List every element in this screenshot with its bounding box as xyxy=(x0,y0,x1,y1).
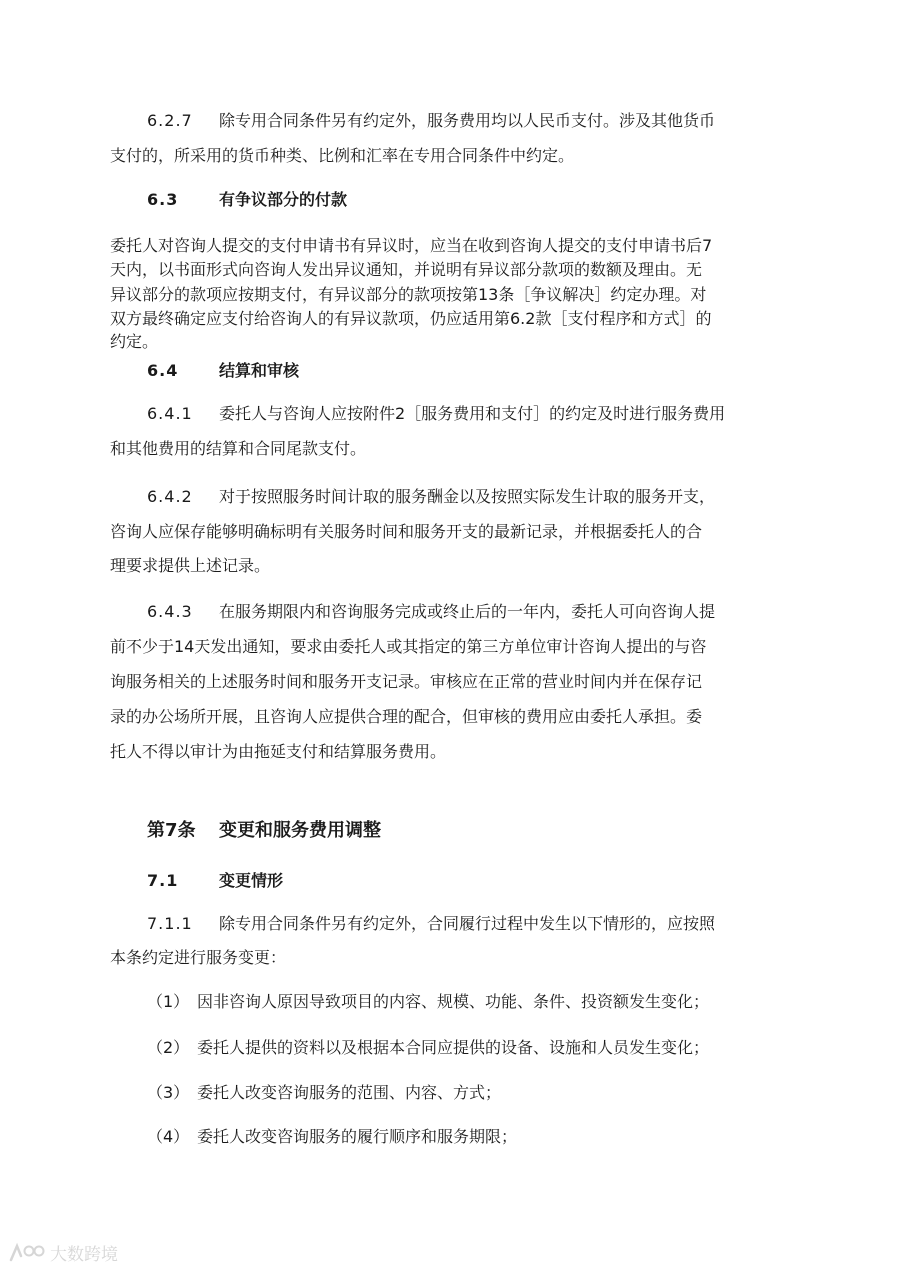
sec-64-title: 结算和审核 xyxy=(219,361,300,380)
sec-643-line5: 托人不得以审计为由拖延支付和结算服务费用。 xyxy=(110,742,447,761)
sec-711-text: 除专用合同条件另有约定外，合同履行过程中发生以下情形的，应按照 xyxy=(219,914,716,933)
sec-641-number: 6.4.1 xyxy=(147,404,193,423)
sec-63-title: 有争议部分的付款 xyxy=(219,190,348,209)
article-7-heading xyxy=(147,819,381,843)
sec-643-line3: 询服务相关的上述服务时间和服务开支记录。审核应在正常的营业时间内并在保存记 xyxy=(110,672,703,691)
sec-63-line1: 委托人对咨询人提交的支付申请书有异议时，应当在收到咨询人提交的支付申请书后7 xyxy=(110,236,713,255)
sec-711-line1 xyxy=(147,912,715,936)
watermark xyxy=(8,1240,118,1265)
list-item xyxy=(147,1081,501,1105)
sec-63-line5: 约定。 xyxy=(110,332,159,351)
list-item xyxy=(147,990,709,1014)
list-item-number: （4） xyxy=(147,1127,190,1146)
sec-627-line1 xyxy=(147,109,715,133)
sec-643-line2: 前不少于14天发出通知，要求由委托人或其指定的第三方单位审计咨询人提出的与咨 xyxy=(110,637,707,656)
article-7-number: 第7条 xyxy=(147,820,196,841)
sec-642-text: 对于按照服务时间计取的服务酬金以及按照实际发生计取的服务开支， xyxy=(219,487,716,506)
list-item-text: 委托人提供的资料以及根据本合同应提供的设备、设施和人员发生变化； xyxy=(197,1038,710,1057)
sec-627-line2: 支付的，所采用的货币种类、比例和汇率在专用合同条件中约定。 xyxy=(110,146,575,165)
sec-64-number: 6.4 xyxy=(147,361,179,380)
sec-63-number: 6.3 xyxy=(147,190,179,209)
list-item-text: 委托人改变咨询服务的履行顺序和服务期限； xyxy=(197,1127,518,1146)
sec-643-line4: 录的办公场所开展，且咨询人应提供合理的配合，但审核的费用应由委托人承担。委 xyxy=(110,707,703,726)
sec-642-number: 6.4.2 xyxy=(147,487,193,506)
sec-63-line3: 异议部分的款项应按期支付，有异议部分的款项按第13条［争议解决］约定办理。对 xyxy=(110,285,707,304)
sec-71-number: 7.1 xyxy=(147,871,179,890)
watermark-text: 大数跨境 xyxy=(50,1245,118,1265)
list-item-number: （1） xyxy=(147,992,190,1011)
sec-642-line2: 咨询人应保存能够明确标明有关服务时间和服务开支的最新记录，并根据委托人的合 xyxy=(110,522,703,541)
brand-logo-icon xyxy=(8,1242,46,1264)
sec-627-text: 除专用合同条件另有约定外，服务费用均以人民币支付。涉及其他货币 xyxy=(219,111,716,130)
sec-711-line2: 本条约定进行服务变更： xyxy=(110,948,287,967)
sec-71-heading xyxy=(147,869,283,893)
sec-642-line3: 理要求提供上述记录。 xyxy=(110,556,271,575)
list-item-number: （2） xyxy=(147,1038,190,1057)
list-item xyxy=(147,1125,517,1149)
sec-63-line2: 天内，以书面形式向咨询人发出异议通知，并说明有异议部分款项的数额及理由。无 xyxy=(110,260,703,279)
sec-71-title: 变更情形 xyxy=(219,871,284,890)
sec-63-line4: 双方最终确定应支付给咨询人的有异议款项，仍应适用第6.2款［支付程序和方式］的 xyxy=(110,309,712,328)
sec-641-line1 xyxy=(147,402,725,426)
sec-642-line1 xyxy=(147,485,715,509)
sec-643-line1 xyxy=(147,600,715,624)
article-7-title: 变更和服务费用调整 xyxy=(219,820,381,841)
list-item-text: 委托人改变咨询服务的范围、内容、方式； xyxy=(197,1083,502,1102)
sec-641-text: 委托人与咨询人应按附件2［服务费用和支付］的约定及时进行服务费用 xyxy=(219,404,726,423)
sec-643-text: 在服务期限内和咨询服务完成或终止后的一年内，委托人可向咨询人提 xyxy=(219,602,716,621)
sec-63-heading xyxy=(147,188,347,212)
list-item xyxy=(147,1036,709,1060)
sec-643-number: 6.4.3 xyxy=(147,602,193,621)
list-item-text: 因非咨询人原因导致项目的内容、规模、功能、条件、投资额发生变化； xyxy=(197,992,710,1011)
sec-627-number: 6.2.7 xyxy=(147,111,193,130)
sec-641-line2: 和其他费用的结算和合同尾款支付。 xyxy=(110,439,367,458)
list-item-number: （3） xyxy=(147,1083,190,1102)
sec-711-number: 7.1.1 xyxy=(147,914,193,933)
sec-64-heading xyxy=(147,359,299,383)
